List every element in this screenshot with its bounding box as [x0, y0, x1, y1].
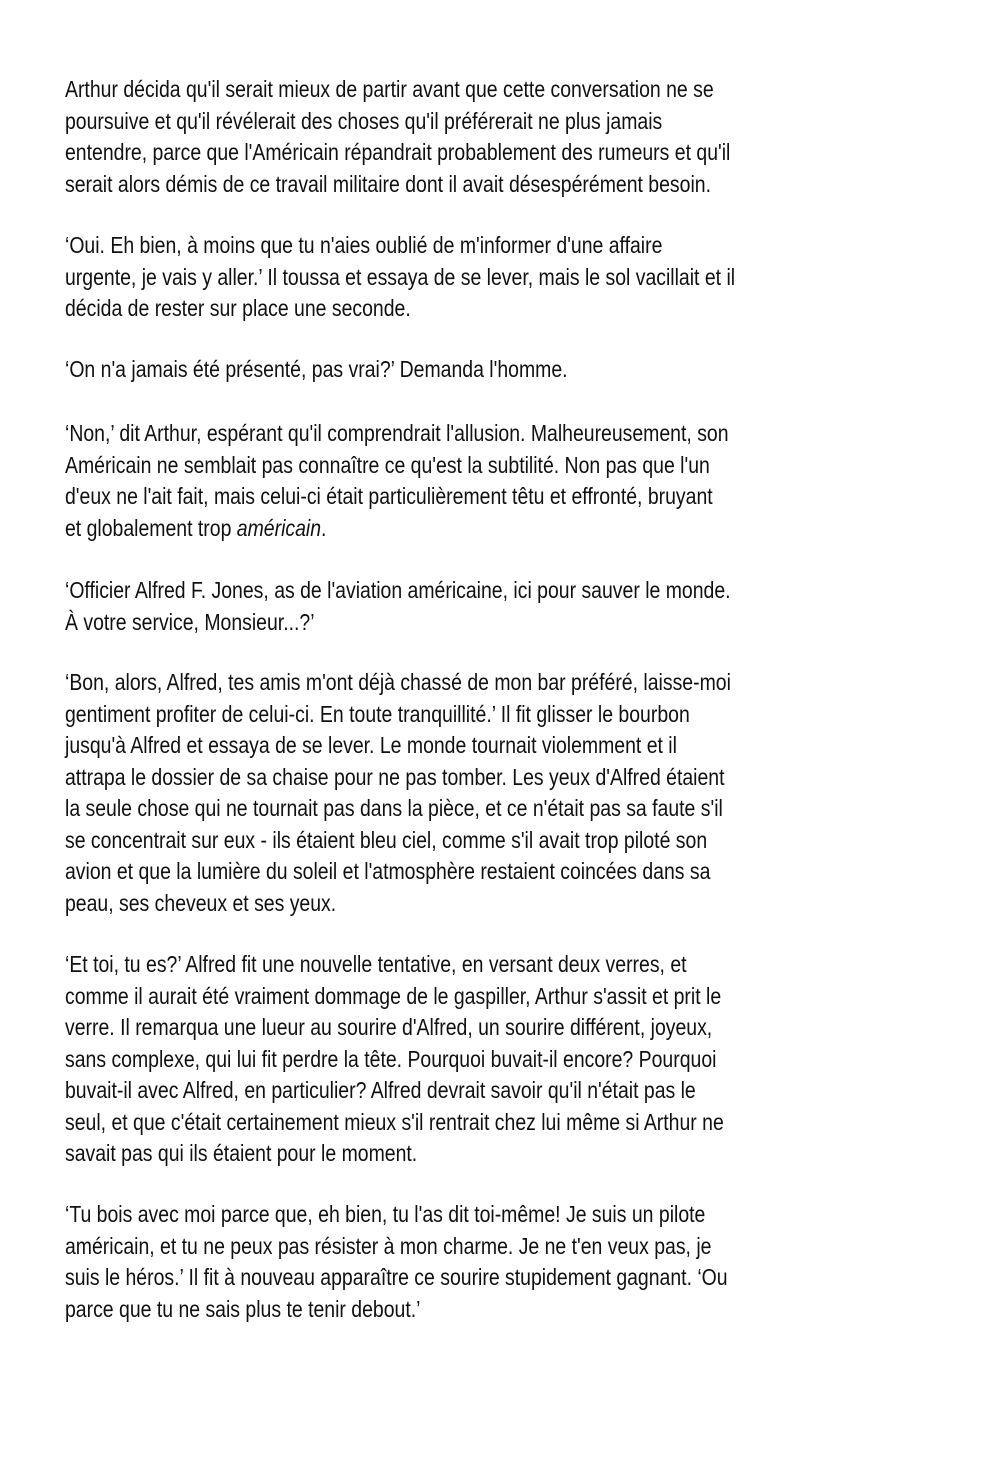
text-line: ‘Et toi, tu es?’ Alfred fit une nouvelle tentative, en versant deux verres, et: [65, 951, 687, 977]
text-line: avion et que la lumière du soleil et l'atmosphère restaient coincées dans sa: [65, 858, 711, 884]
text-line: verre. Il remarqua une lueur au sourire d'Alfred, un sourire différent, joyeux,: [65, 1014, 713, 1040]
text-line: [65, 513, 944, 545]
paragraph: [65, 230, 1000, 325]
text-line: se concentrait sur eux - ils étaient bleu ciel, comme s'il avait trop piloté son: [65, 826, 708, 853]
text-line: comme il aurait été vraiment dommage de le gaspiller, Arthur s'assit et prit le: [65, 982, 722, 1009]
text-line: d'eux ne l'ait fait, mais celui-ci était particulièrement têtu et effronté, bruyant: [65, 483, 713, 509]
text-line: ‘On n'a jamais été présenté, pas vrai?’ Demanda l'homme.: [65, 356, 568, 382]
text-line: serait alors démis de ce travail militaire dont il avait désespérément besoin.: [65, 170, 711, 197]
text-line: Américain ne semblait pas connaître ce qu'est la subtilité. Non pas que l'un: [65, 451, 710, 478]
paragraph: [65, 354, 1000, 386]
text-line: gentiment profiter de celui-ci. En toute tranquillité.’ Il fit glisser le bourbon: [65, 700, 690, 727]
text-line: À votre service, Monsieur...?’: [65, 608, 315, 635]
text-line: parce que tu ne sais plus te tenir debout.’: [65, 1295, 421, 1322]
text-line: urgente, je vais y aller.’ Il toussa et essaya de se lever, mais le sol vacillait et il: [65, 263, 736, 290]
italic-emphasis: américain: [236, 514, 322, 541]
text-line: attrapa le dossier de sa chaise pour ne pas tomber. Les yeux d'Alfred étaient: [65, 763, 725, 790]
text-line: décida de rester sur place une seconde.: [65, 295, 411, 321]
text-line: buvait-il avec Alfred, en particulier? Alfred devrait savoir qu'il n'était pas le: [65, 1077, 696, 1103]
paragraph: [65, 418, 1000, 544]
paragraph: [65, 949, 1000, 1170]
text-line: savait pas qui ils étaient pour le moment.: [65, 1140, 418, 1166]
paragraph: [65, 667, 1000, 919]
text-line: peau, ses cheveux et ses yeux.: [65, 889, 337, 916]
text-line: suis le héros.’ Il fit à nouveau apparaître ce sourire stupidement gagnant. ‘Ou: [65, 1264, 728, 1290]
text-line: poursuive et qu'il révélerait des choses qu'il préférerait ne plus jamais: [65, 107, 663, 134]
text-line: ‘Bon, alors, Alfred, tes amis m'ont déjà chassé de mon bar préféré, laisse-moi: [65, 669, 731, 695]
paragraph: [65, 1199, 1000, 1325]
text-line: ‘Tu bois avec moi parce que, eh bien, tu l'as dit toi-même! Je suis un pilote: [65, 1201, 706, 1227]
text-line: jusqu'à Alfred et essaya de se lever. Le monde tournait violemment et il: [65, 732, 677, 758]
text-line: seul, et que c'était certainement mieux s'il rentrait chez lui même si Arthur ne: [65, 1108, 724, 1135]
paragraph: [65, 74, 1000, 200]
text-line: américain, et tu ne peux pas résister à mon charme. Je ne t'en veux pas, je: [65, 1232, 712, 1259]
text-run: .: [321, 514, 327, 541]
text-line: sans complexe, qui lui fit perdre la tête. Pourquoi buvait-il encore? Pourquoi: [65, 1045, 717, 1072]
text-run: et globalement trop: [65, 514, 237, 541]
paragraph: [65, 575, 1000, 638]
text-line: la seule chose qui ne tournait pas dans la pièce, et ce n'était pas sa faute s'il: [65, 795, 723, 821]
text-line: ‘Officier Alfred F. Jones, as de l'aviation américaine, ici pour sauver le monde.: [65, 577, 731, 603]
text-line: entendre, parce que l'Américain répandrait probablement des rumeurs et qu'il: [65, 139, 731, 165]
text-line: ‘Oui. Eh bien, à moins que tu n'aies oublié de m'informer d'une affaire: [65, 232, 663, 258]
text-line: ‘Non,’ dit Arthur, espérant qu'il comprendrait l'allusion. Malheureusement, son: [65, 420, 729, 446]
text-line: Arthur décida qu'il serait mieux de partir avant que cette conversation ne se: [65, 76, 714, 102]
